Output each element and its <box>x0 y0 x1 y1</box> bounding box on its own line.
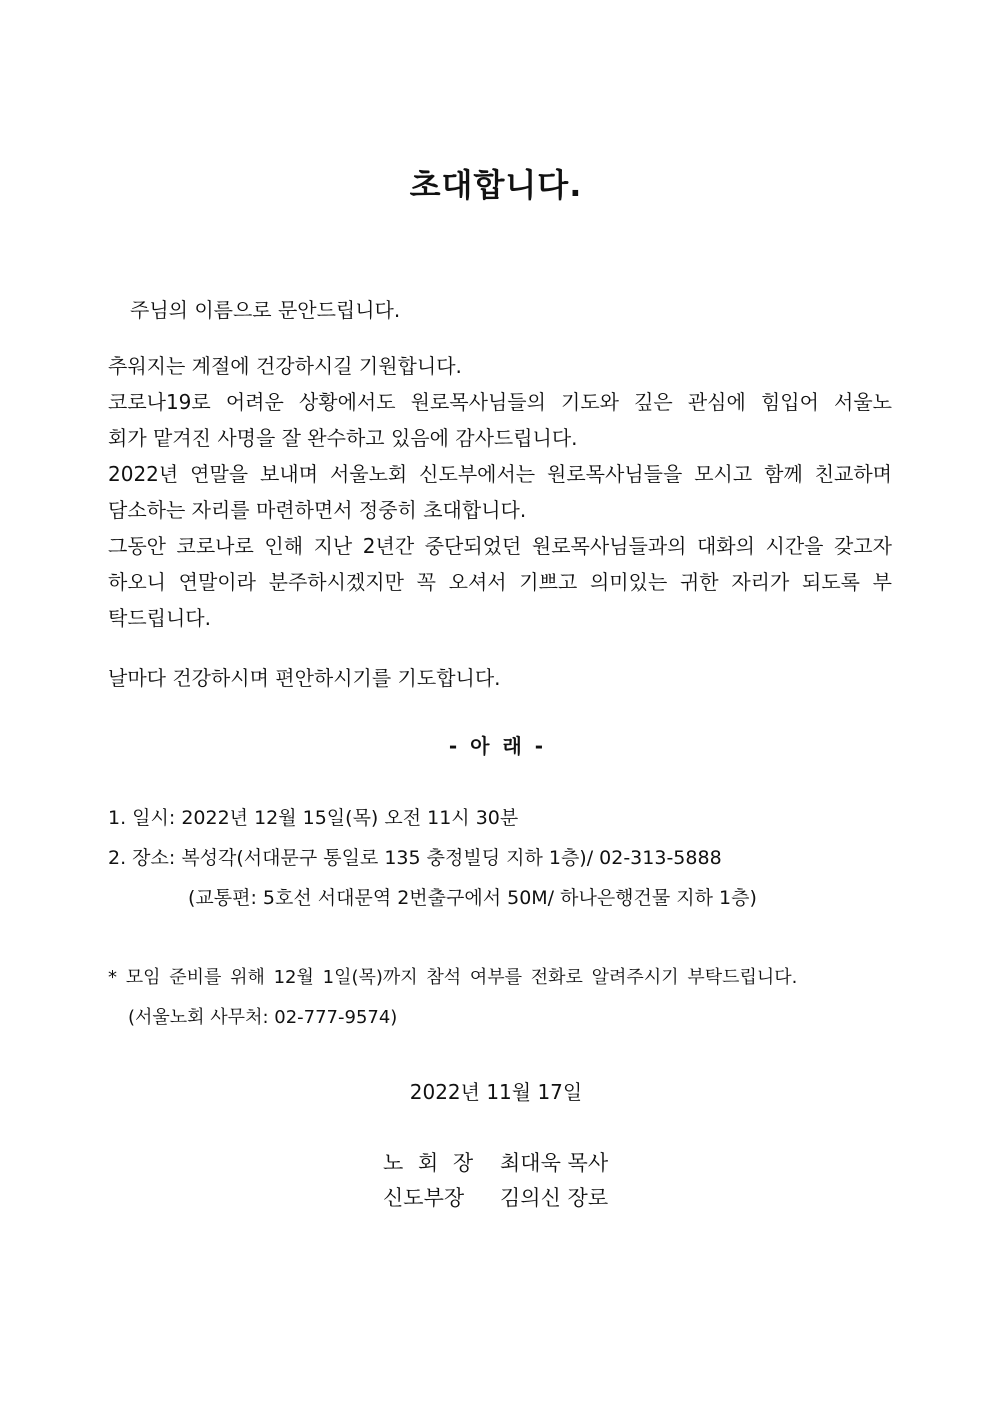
signature-line <box>383 1181 608 1215</box>
paragraph-line: 탁드립니다. <box>108 606 211 630</box>
invitation-paragraph <box>108 348 892 636</box>
office-contact: (서울노회 사무처: 02-777-9574) <box>128 1007 398 1028</box>
paragraph-line: 그동안 코로나로 인해 지난 2년간 중단되었던 원로목사님들과의 대화의 시간을 갖고자 <box>108 534 892 558</box>
signature-line <box>383 1146 608 1180</box>
page-title: 초대합니다. <box>409 166 583 204</box>
event-datetime: 1. 일시: 2022년 12월 15일(목) 오전 11시 30분 <box>108 807 519 829</box>
signature-role: 신도부장 <box>383 1186 465 1210</box>
paragraph-line: 회가 맡겨진 사명을 잘 완수하고 있음에 감사드립니다. <box>108 426 578 450</box>
signature-name: 김의신 장로 <box>500 1186 609 1210</box>
issue-date: 2022년 11월 17일 <box>409 1080 583 1104</box>
paragraph-line: 담소하는 자리를 마련하면서 정중히 초대합니다. <box>108 498 527 522</box>
greeting-text: 주님의 이름으로 문안드립니다. <box>130 298 401 322</box>
details-heading: - 아 래 - <box>448 734 544 758</box>
signature-name: 최대욱 목사 <box>500 1151 609 1175</box>
rsvp-note: * 모임 준비를 위해 12월 1일(목)까지 참석 여부를 전화로 알려주시기 부탁드립니다. <box>108 967 798 988</box>
paragraph-line: 코로나19로 어려운 상황에서도 원로목사님들의 기도와 깊은 관심에 힘입어 서울노 <box>108 390 892 414</box>
signature-role: 노 회 장 <box>383 1151 478 1175</box>
closing-text: 날마다 건강하시며 편안하시기를 기도합니다. <box>108 666 501 690</box>
event-transport: (교통편: 5호선 서대문역 2번출구에서 50M/ 하나은행건물 지하 1층) <box>188 887 757 909</box>
paragraph-line: 하오니 연말이라 분주하시겠지만 꼭 오셔서 기쁘고 의미있는 귀한 자리가 되도록 부 <box>108 570 892 594</box>
paragraph-line: 추워지는 계절에 건강하시길 기원합니다. <box>108 354 462 378</box>
event-location: 2. 장소: 복성각(서대문구 통일로 135 충정빌딩 지하 1층)/ 02-313-5888 <box>108 847 722 869</box>
paragraph-line: 2022년 연말을 보내며 서울노회 신도부에서는 원로목사님들을 모시고 함께 친교하며 <box>108 462 892 486</box>
